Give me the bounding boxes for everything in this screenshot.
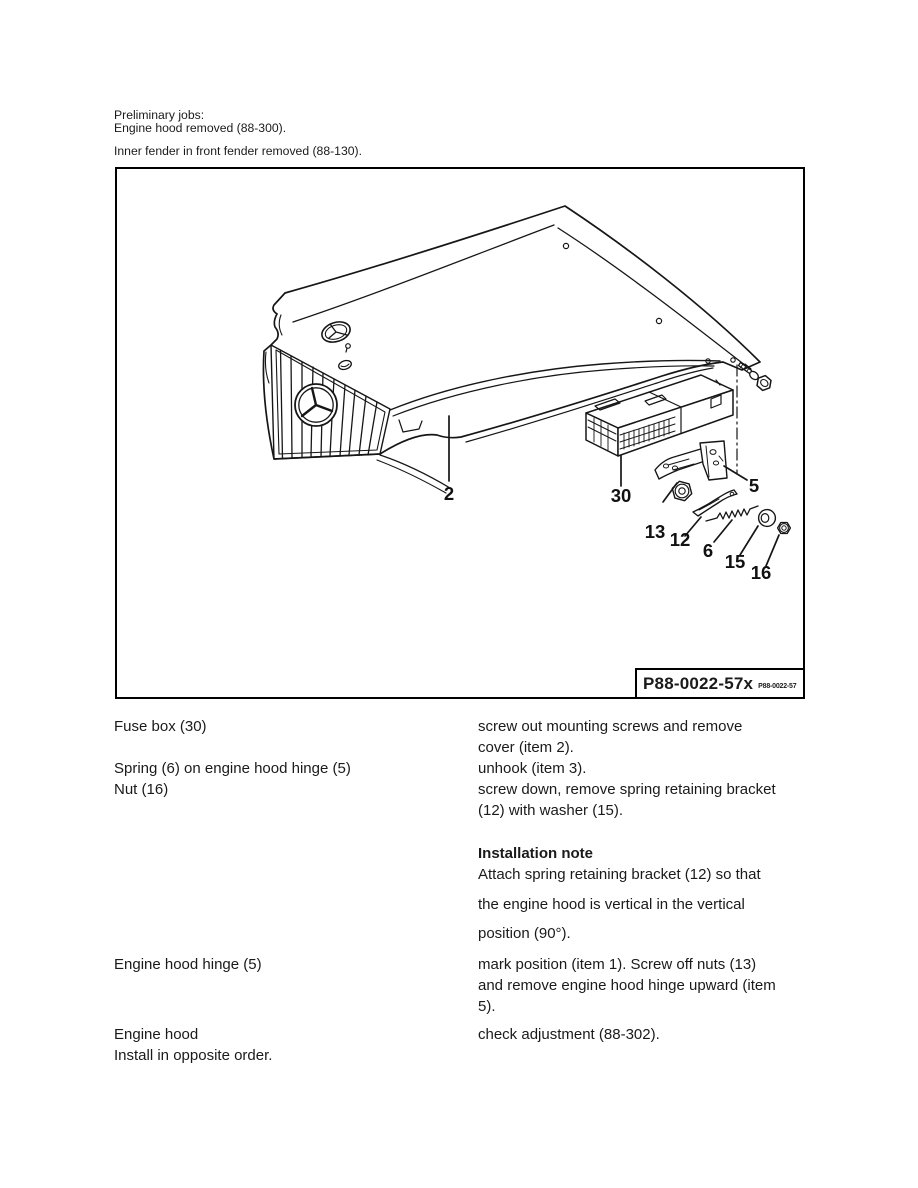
grille-star-emblem-icon [295,384,337,426]
procedure-item: Fuse box (30) [114,718,207,735]
part-label-5: 5 [748,475,760,496]
preliminary-job-2: Inner fender in front fender removed (88-130). [114,144,362,158]
installation-note-line: the engine hood is vertical in the vertical [478,896,745,913]
drawing-number: P88-0022-57x [643,673,754,693]
procedure-item: Nut (16) [114,781,169,798]
procedure-action-line: 5). [478,998,496,1015]
installation-note-line: position (90°). [478,925,571,942]
washer [759,510,776,527]
figure-caption-box [635,668,803,697]
procedure-item: Engine hood [114,1026,199,1043]
part-label-15: 15 [724,551,746,572]
figure-frame [115,167,805,699]
procedure-item: Spring (6) on engine hood hinge (5) [114,760,351,777]
procedure-action-line: and remove engine hood hinge upward (item [478,977,776,994]
procedure-item: Engine hood hinge (5) [114,956,262,973]
part-label-2: 2 [443,483,455,504]
hood-hinge [655,441,727,480]
part-label-12: 12 [669,529,691,550]
spring [706,506,758,521]
preliminary-heading: Preliminary jobs: [114,108,205,122]
installation-note-line: Attach spring retaining bracket (12) so that [478,866,761,883]
hood-exploded-diagram [117,169,803,697]
part-label-16: 16 [750,562,772,583]
part-label-13: 13 [644,521,666,542]
procedure-action-line: screw out mounting screws and remove [478,718,743,735]
nut-16 [778,523,791,534]
procedure-action-line: mark position (item 1). Screw off nuts (13) [478,956,757,973]
spring-retaining-bracket [693,490,737,516]
engine-hood-outline [263,206,760,493]
drawing-number-stamp: P88-0022-57 [758,683,797,690]
part-label-30: 30 [610,485,632,506]
procedure-action-line: (12) with washer (15). [478,802,624,819]
procedure-action-line: screw down, remove spring retaining bracket [478,781,776,798]
procedure-action-line: unhook (item 3). [478,760,587,777]
part-label-6: 6 [702,540,714,561]
procedure-action-line: cover (item 2). [478,739,574,756]
installation-note-title: Installation note [478,845,594,862]
closing-instruction: Install in opposite order. [114,1047,273,1064]
preliminary-job-1: Engine hood removed (88-300). [114,121,287,135]
procedure-action-line: check adjustment (88-302). [478,1026,660,1043]
